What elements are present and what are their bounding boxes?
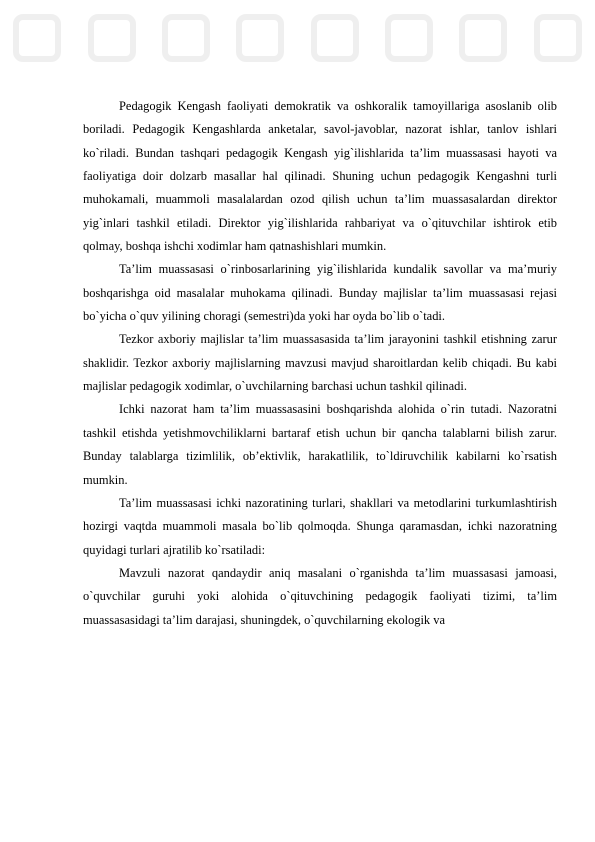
watermark (0, 8, 595, 68)
paragraph: Pedagogik Kengash faoliyati demokratik va oshkoralik tamoyillariga asoslanib olib boriladi. Pedagogik Kengashlarda anketalar, savol-javoblar, nazorat ishlar, tanlov ishlari ko`riladi. Bundan tashqari pedagogik Kengash yig`ilishlarida ta’lim muassasasi hayoti va faoliyatiga doir dolzarb masallar hal qilinadi. Shuning uchun pedagogik Kengashni turli muhokamali, muammoli masalalardan ozod qilish uchun ta’lim muassasalardan direktor yig`inlari tashkil etiladi. Direktor yig`ilishlarida rahbariyat va o`qituvchilar ishtirok etib qolmay, boshqa ishchi xodimlar ham qatnashishlari mumkin. (83, 99, 557, 254)
document-body (83, 95, 557, 632)
paragraph: Ta’lim muassasasi ichki nazoratining turlari, shakllari va metodlarini turkumlashtirish hozirgi vaqtda muammoli masala bo`lib qolmoqda. Shunga qaramasdan, ichki nazoratning quyidagi turlari ajratilib ko`rsatiladi: (83, 495, 557, 557)
watermark-logo-shape (88, 14, 136, 62)
watermark-logo-shape (385, 14, 433, 62)
paragraph: Tezkor axboriy majlislar ta’lim muassasasida ta’lim jarayonini tashkil etishning zarur shaklidir. Tezkor axboriy majlislarning mavzusi mavjud sharoitlardan kelib chiqadi. Bu kabi majlislar pedagogik xodimlar, o`uvchilarning barchasi uchun tashkil qilinadi. (83, 332, 557, 394)
watermark-logo-shape (13, 14, 61, 62)
paragraph: Ichki nazorat ham ta’lim muassasasini boshqarishda alohida o`rin tutadi. Nazoratni tashkil etishda yetishmovchiliklarni bartaraf etish uchun bir qancha talablarni bilish zarur. Bunday talablarga tizimlilik, ob’ektivlik, harakatlilik, to`ldiruvchilik kabilarni ko`rsatish mumkin. (83, 402, 557, 487)
paragraph: Ta’lim muassasasi o`rinbosarlarining yig`ilishlarida kundalik savollar va ma’muriy boshqarishga oid masalalar muhokama qilinadi. Bunday majlislar ta’lim muassasasi rejasi bo`yicha o`quv yilining choragi (semestri)da yoki har oyda bo`lib o`tadi. (83, 262, 557, 324)
watermark-logo-shape (311, 14, 359, 62)
watermark-logo-shape (459, 14, 507, 62)
paragraph: Mavzuli nazorat qandaydir aniq masalani o`rganishda ta’lim muassasasi jamoasi, o`quvchilar guruhi yoki alohida o`qituvchining pedagogik faoliyati tizimi, ta’lim muassasasidagi ta’lim darajasi, shuningdek, o`quvchilarning ekologik va (83, 565, 557, 627)
watermark-logo-shape (162, 14, 210, 62)
watermark-logo-shape (534, 14, 582, 62)
watermark-logo-shape (236, 14, 284, 62)
